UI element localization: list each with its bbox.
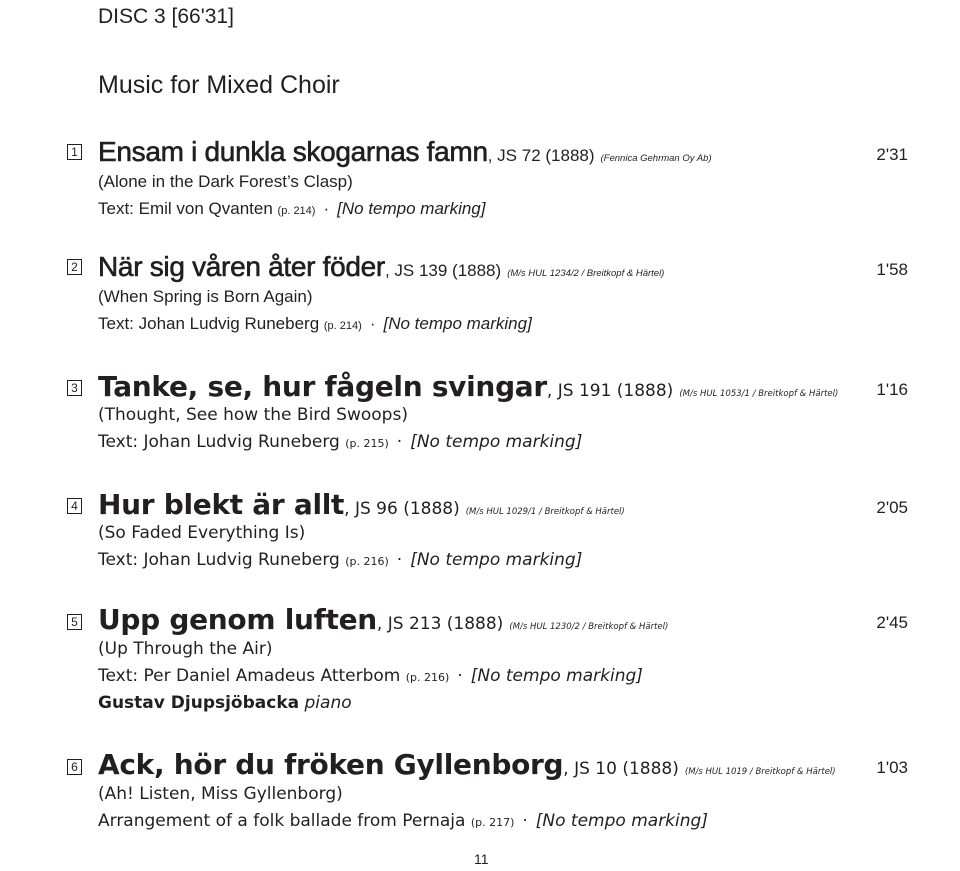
track-catalogue: , JS 139 (1888) xyxy=(384,261,502,280)
track-tempo: [No tempo marking] xyxy=(535,811,708,831)
track-duration: 2'45 xyxy=(876,613,908,632)
track-translation: (Up Through the Air) xyxy=(98,639,273,659)
track-page-ref: (p. 214) xyxy=(323,320,362,332)
track-text-credit: Text: Emil von Qvanten xyxy=(98,199,273,218)
track-duration: 1'58 xyxy=(876,260,908,279)
track-page-ref: (p. 217) xyxy=(470,816,515,829)
track-number: 2 xyxy=(67,259,82,275)
track-performer-line xyxy=(98,693,352,713)
track-catalogue: , JS 10 (1888) xyxy=(563,759,679,779)
track-title: Tanke, se, hur fågeln svingar xyxy=(98,370,547,403)
track-translation: (When Spring is Born Again) xyxy=(98,287,313,306)
track-tempo: [No tempo marking] xyxy=(337,199,486,218)
track-performer: Gustav Djupsjöbacka xyxy=(98,693,300,713)
track-catalogue: , JS 96 (1888) xyxy=(344,499,460,519)
track-publisher: (M/s HUL 1230/2 / Breitkopf & Härtel) xyxy=(509,622,669,632)
track-number: 4 xyxy=(67,498,82,514)
track-publisher: (Fennica Gehrman Oy Ab) xyxy=(600,153,712,164)
track-catalogue: , JS 72 (1888) xyxy=(487,146,595,165)
track-text-credit: Text: Per Daniel Amadeus Atterbom xyxy=(98,666,401,686)
track-translation: (Thought, See how the Bird Swoops) xyxy=(98,405,408,425)
track-title: Ensam i dunkla skogarnas famn xyxy=(98,136,488,167)
track-duration: 1'03 xyxy=(876,758,908,777)
track-text-line: Text: Johan Ludvig Runeberg (p. 216) · [No tempo marking] xyxy=(98,550,583,570)
track-tempo: [No tempo marking] xyxy=(410,550,583,570)
track-page-ref: (p. 215) xyxy=(345,437,389,450)
track-text-credit: Arrangement of a folk ballade from Pernaja xyxy=(98,811,466,831)
track-title: Upp genom luften xyxy=(98,603,377,636)
disc-heading: DISC 3 [66'31] xyxy=(98,5,234,28)
page-number: 11 xyxy=(474,851,489,867)
track-tempo: [No tempo marking] xyxy=(470,666,643,686)
track-translation: (Ah! Listen, Miss Gyllenborg) xyxy=(98,784,343,804)
track-text-line: Arrangement of a folk ballade from Pernaja (p. 217) · [No tempo marking] xyxy=(98,811,708,831)
track-text-line: Text: Johan Ludvig Runeberg (p. 214) · [No tempo marking] xyxy=(98,314,532,333)
track-tempo: [No tempo marking] xyxy=(410,432,583,452)
track-title: När sig våren åter föder xyxy=(98,251,385,282)
track-catalogue: , JS 191 (1888) xyxy=(546,381,674,401)
track-duration: 2'05 xyxy=(876,498,908,517)
track-text-credit: Text: Johan Ludvig Runeberg xyxy=(98,314,320,333)
track-number: 1 xyxy=(67,144,82,160)
track-number: 6 xyxy=(67,759,82,775)
track-translation: (Alone in the Dark Forest’s Clasp) xyxy=(98,172,353,191)
track-number: 3 xyxy=(67,380,82,396)
track-text-credit: Text: Johan Ludvig Runeberg xyxy=(98,550,340,570)
track-text-credit: Text: Johan Ludvig Runeberg xyxy=(98,432,340,452)
section-title: Music for Mixed Choir xyxy=(98,71,340,99)
track-publisher: (M/s HUL 1234/2 / Breitkopf & Härtel) xyxy=(507,268,665,279)
track-title: Hur blekt är allt xyxy=(98,488,345,521)
track-publisher: (M/s HUL 1029/1 / Breitkopf & Härtel) xyxy=(465,507,625,517)
track-translation: (So Faded Everything Is) xyxy=(98,523,306,543)
track-text-line: Text: Per Daniel Amadeus Atterbom (p. 216) · [No tempo marking] xyxy=(98,666,643,686)
track-page-ref: (p. 216) xyxy=(405,671,450,684)
track-instrument: piano xyxy=(304,693,352,713)
track-publisher: (M/s HUL 1019 / Breitkopf & Härtel) xyxy=(684,767,836,777)
track-duration: 2'31 xyxy=(876,145,908,164)
track-catalogue: , JS 213 (1888) xyxy=(376,614,504,634)
track-title: Ack, hör du fröken Gyllenborg xyxy=(98,748,564,781)
track-page-ref: (p. 216) xyxy=(345,555,389,568)
track-text-line: Text: Johan Ludvig Runeberg (p. 215) · [No tempo marking] xyxy=(98,432,583,452)
track-number: 5 xyxy=(67,614,82,630)
track-duration: 1'16 xyxy=(876,380,908,399)
track-text-line: Text: Emil von Qvanten (p. 214) · [No tempo marking] xyxy=(98,199,486,218)
track-page-ref: (p. 214) xyxy=(277,205,316,217)
track-publisher: (M/s HUL 1053/1 / Breitkopf & Härtel) xyxy=(679,389,839,399)
track-tempo: [No tempo marking] xyxy=(383,314,532,333)
